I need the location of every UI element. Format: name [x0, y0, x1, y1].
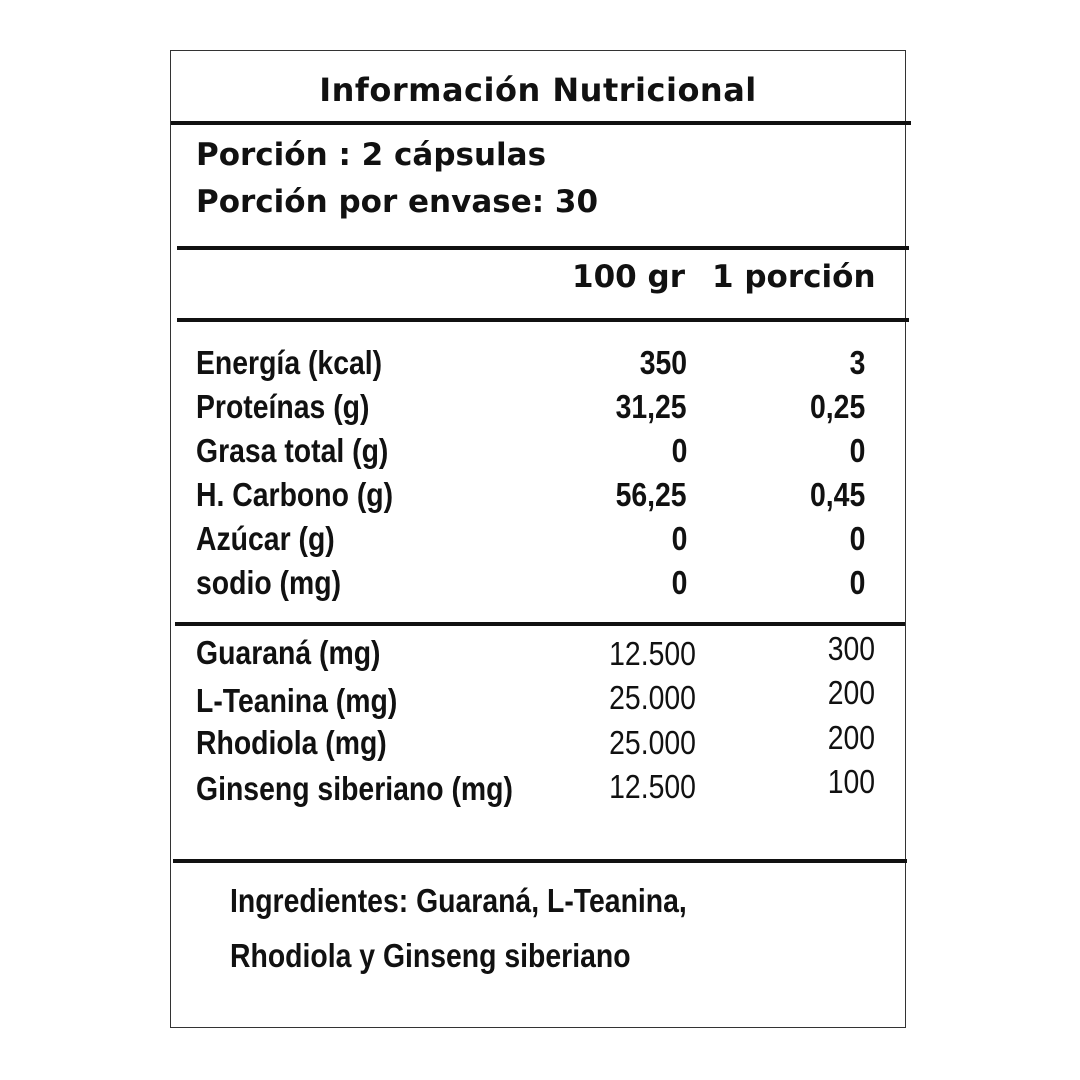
servings-per-container: Porción por envase: 30	[196, 184, 599, 220]
nutrient-value-portion: 0	[849, 520, 865, 557]
nutrient-value-100g: 56,25	[615, 476, 687, 513]
active-value-portion: 200	[827, 719, 875, 756]
column-header-portion: 1 porción	[712, 259, 876, 295]
nutrient-value-portion: 0	[849, 432, 865, 469]
nutrient-value-100g: 0	[671, 564, 687, 601]
nutrient-row	[171, 520, 907, 560]
active-value-portion: 200	[827, 674, 875, 711]
nutrient-value-100g: 350	[639, 344, 687, 381]
nutrient-value-portion: 0,25	[809, 388, 865, 425]
nutrition-label	[170, 50, 906, 1028]
active-name: Rhodiola (mg)	[196, 724, 387, 761]
nutrient-value-100g: 0	[671, 432, 687, 469]
nutrient-value-100g: 31,25	[615, 388, 687, 425]
active-row	[171, 630, 907, 674]
nutrient-name: H. Carbono (g)	[196, 476, 394, 513]
nutrient-value-portion: 0,45	[809, 476, 865, 513]
label-title: Información Nutricional	[319, 71, 757, 109]
nutrient-row	[171, 564, 907, 604]
nutrient-row	[171, 476, 907, 516]
nutrient-value-portion: 0	[849, 564, 865, 601]
active-name: Guaraná (mg)	[196, 634, 381, 671]
active-value-100g: 25.000	[609, 679, 696, 716]
nutrient-value-100g: 0	[671, 520, 687, 557]
ingredients-line-2: Rhodiola y Ginseng siberiano	[230, 937, 631, 974]
active-value-100g: 12.500	[609, 635, 696, 672]
column-header-100g: 100 gr	[572, 259, 685, 295]
nutrient-row	[171, 388, 907, 428]
active-value-portion: 300	[827, 630, 875, 667]
active-row	[171, 763, 907, 808]
nutrient-name: Energía (kcal)	[196, 344, 383, 381]
nutrient-row	[171, 344, 907, 384]
active-row	[171, 719, 907, 764]
active-row	[171, 674, 907, 719]
ingredients-line-1: Ingredientes: Guaraná, L-Teanina,	[230, 882, 687, 919]
active-value-100g: 12.500	[609, 768, 696, 805]
active-value-100g: 25.000	[609, 724, 696, 761]
divider	[173, 859, 907, 863]
active-value-portion: 100	[827, 763, 875, 800]
divider	[175, 622, 905, 626]
divider	[177, 246, 909, 250]
nutrient-value-portion: 3	[849, 344, 865, 381]
nutrient-name: Azúcar (g)	[196, 520, 335, 557]
nutrient-name: Grasa total (g)	[196, 432, 389, 469]
serving-size: Porción : 2 cápsulas	[196, 137, 547, 173]
divider	[171, 121, 911, 125]
nutrient-name: Proteínas (g)	[196, 388, 370, 425]
divider	[177, 318, 909, 322]
nutrient-name: sodio (mg)	[196, 564, 342, 601]
active-name: Ginseng siberiano (mg)	[196, 770, 513, 807]
active-name: L-Teanina (mg)	[196, 682, 398, 719]
nutrient-row	[171, 432, 907, 472]
